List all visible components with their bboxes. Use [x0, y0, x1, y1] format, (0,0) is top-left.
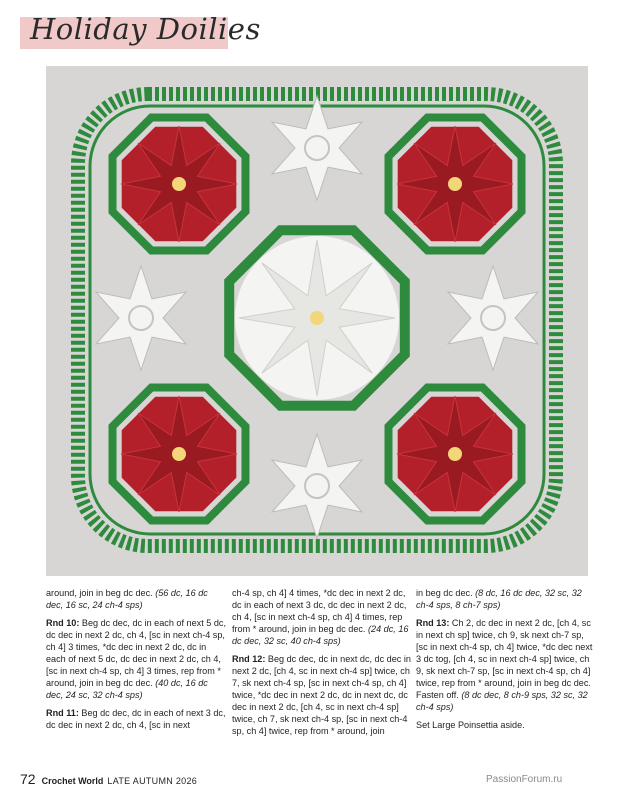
doily-photo — [46, 66, 588, 576]
issue-date: LATE AUTUMN 2026 — [107, 776, 198, 786]
poinsettia-center — [448, 177, 462, 191]
poinsettia-center — [172, 177, 186, 191]
round-13: Rnd 13: Ch 2, dc dec in next 2 dc, [ch 4, sc in next ch sp] twice, ch 9, sk next ch-7 sp, [sc in next ch-4 sp, ch 4] twice, *dc dec next 3 dc tog, [ch 4, sc in next ch-4 sp] twice, ch 9, sk next ch-7 sp, [sc in next ch-4 sp, ch 4] twice, rep from * around, join in beg dc dec. Fasten off. (8 dc dec, 8 ch-9 sps, 32 sc, 32 ch-4 sps) — [416, 618, 593, 712]
center-dot — [310, 311, 324, 325]
watermark: PassionForum.ru — [486, 774, 563, 785]
round-10: Rnd 10: Beg dc dec, dc in each of next 5 dc, dc dec in next 2 dc, ch 4, [sc in next ch-4 sp, ch 4] 3 times, *dc dec in next 2 dc, dc in each of next 5 dc, dc dec in next 2 dc, ch 4, [sc in next ch-4 sp, ch 4] 3 times, rep from * around, join in beg dc dec. (40 dc, 16 dc dec, 24 sc, 32 ch-4 sps) — [46, 618, 226, 700]
page-title: Holiday Doilies — [30, 12, 261, 46]
doily-illustration — [46, 66, 588, 576]
poinsettia-center — [448, 447, 462, 461]
snowflake-motif — [272, 96, 362, 200]
paragraph-continuation: around, join in beg dc dec. (56 dc, 16 dc dec, 16 sc, 24 ch-4 sps) — [46, 588, 208, 610]
magazine-name: Crochet World — [41, 776, 104, 786]
snowflake-motif — [272, 434, 362, 538]
round-12-continued: in beg dc dec. (8 dc, 16 dc dec, 32 sc, 32 ch-4 sps, 8 ch-7 sps) — [416, 588, 582, 610]
instructions-column-1 — [46, 587, 226, 737]
page-footer — [20, 771, 197, 787]
round-11-continued: ch-4 sp, ch 4] 4 times, *dc dec in next 2 dc, dc in each of next 3 dc, dc dec in next 2 dc, ch 4, [sc in next ch-4 sp, ch 4] 4 times, rep from * around, join in beg dc dec. (24 dc, 16 dc dec, 32 sc, 40 ch-4 sps) — [232, 588, 409, 646]
page-number: 72 — [20, 771, 36, 787]
aside-note: Set Large Poinsettia aside. — [416, 720, 525, 730]
round-11: Rnd 11: Beg dc dec, dc in each of next 3 dc, dc dec in next 2 dc, ch 4, [sc in next — [46, 708, 226, 730]
snowflake-motif — [448, 266, 538, 370]
instructions-column-3 — [416, 587, 596, 737]
poinsettia-center — [172, 447, 186, 461]
instructions-column-2 — [232, 587, 412, 743]
round-12: Rnd 12: Beg dc dec, dc in next dc, dc dec in next 2 dc, [ch 4, sc in next ch-4 sp] twice, ch 7, sk next ch-4 sp, [sc in next ch-4 sp, ch 4] twice, *dc dec in next 2 dc, dc in next dc, dc dec in next 2 dc, [ch 4, sc in next ch-4 sp] twice, ch 7, sk next ch-4 sp, [sc in next ch-4 sp, ch 4] twice, rep from * around, join — [232, 654, 411, 736]
snowflake-motif — [96, 266, 186, 370]
